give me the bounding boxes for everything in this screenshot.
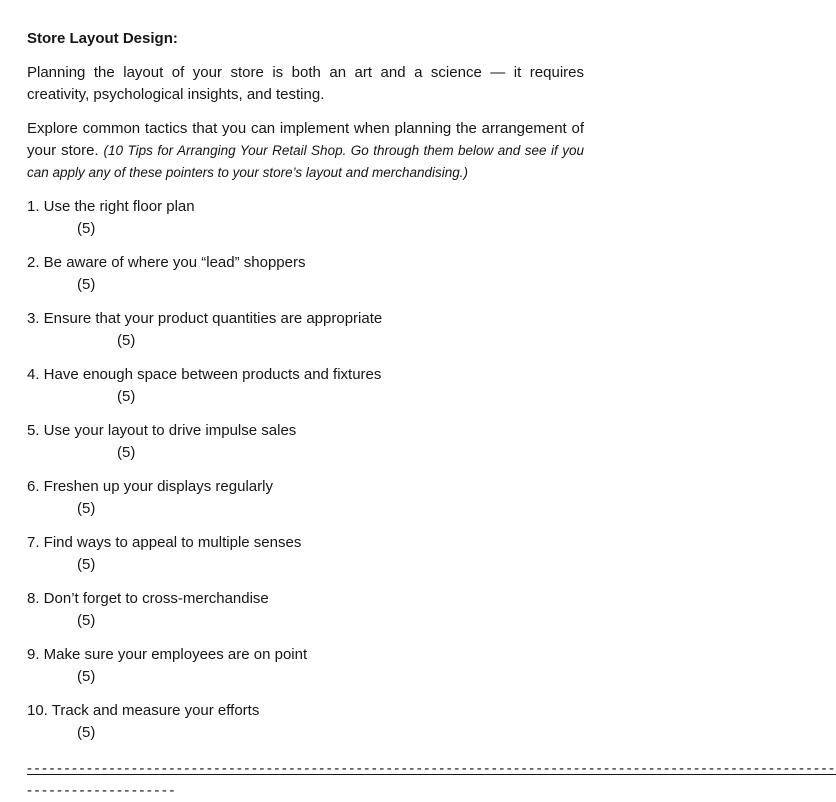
explore-note-italic: (10 Tips for Arranging Your Retail Shop. Go through them below and see if you can apply any of these pointers to your store’s layout and merchandising.) <box>27 143 585 180</box>
tip-item-6 <box>27 476 584 520</box>
tip-score: (5) <box>77 500 96 517</box>
tip-title: 4. Have enough space between products and fixtures <box>27 366 382 383</box>
intro-paragraph: Planning the layout of your store is both an art and a science — it requires creativity, psychological insights, and testing. <box>27 64 584 103</box>
tip-title: 5. Use your layout to drive impulse sales <box>27 422 297 439</box>
tip-title: 10. Track and measure your efforts <box>27 702 260 719</box>
tip-title: 2. Be aware of where you “lead” shoppers <box>27 254 306 271</box>
tip-item-1 <box>27 196 584 240</box>
tip-score: (5) <box>117 388 136 405</box>
dash-line-short: -------------------- <box>27 782 177 799</box>
tip-title: 3. Ensure that your product quantities are appropriate <box>27 310 383 327</box>
document-title: Store Layout Design: <box>27 30 178 47</box>
tip-title: 7. Find ways to appeal to multiple senses <box>27 534 302 551</box>
tip-score: (5) <box>117 444 136 461</box>
tip-item-3 <box>27 308 584 352</box>
explore-paragraph <box>27 118 584 184</box>
tip-title: 9. Make sure your employees are on point <box>27 646 308 663</box>
tip-item-4 <box>27 364 584 408</box>
tip-score: (5) <box>117 332 136 349</box>
tip-score: (5) <box>77 724 96 741</box>
tip-score: (5) <box>77 276 96 293</box>
explore-lead-text: Explore common tactics that you can implement when planning the arrangement of your store. <box>27 120 584 159</box>
tip-score: (5) <box>77 220 96 237</box>
tip-title: 6. Freshen up your displays regularly <box>27 478 273 495</box>
tip-title: 8. Don’t forget to cross-merchandise <box>27 590 269 607</box>
tip-item-5 <box>27 420 584 464</box>
tip-title: 1. Use the right floor plan <box>27 198 195 215</box>
tip-score: (5) <box>77 556 96 573</box>
tip-item-7 <box>27 532 584 576</box>
tip-item-9 <box>27 644 584 688</box>
tips-list <box>27 196 584 744</box>
tip-item-8 <box>27 588 584 632</box>
tip-item-10 <box>27 700 584 744</box>
tip-score: (5) <box>77 612 96 629</box>
divider-block <box>27 758 836 802</box>
dash-line-long: ------------------------------------------------------------------------------------------------------------ <box>27 760 836 777</box>
tip-score: (5) <box>77 668 96 685</box>
tip-item-2 <box>27 252 584 296</box>
